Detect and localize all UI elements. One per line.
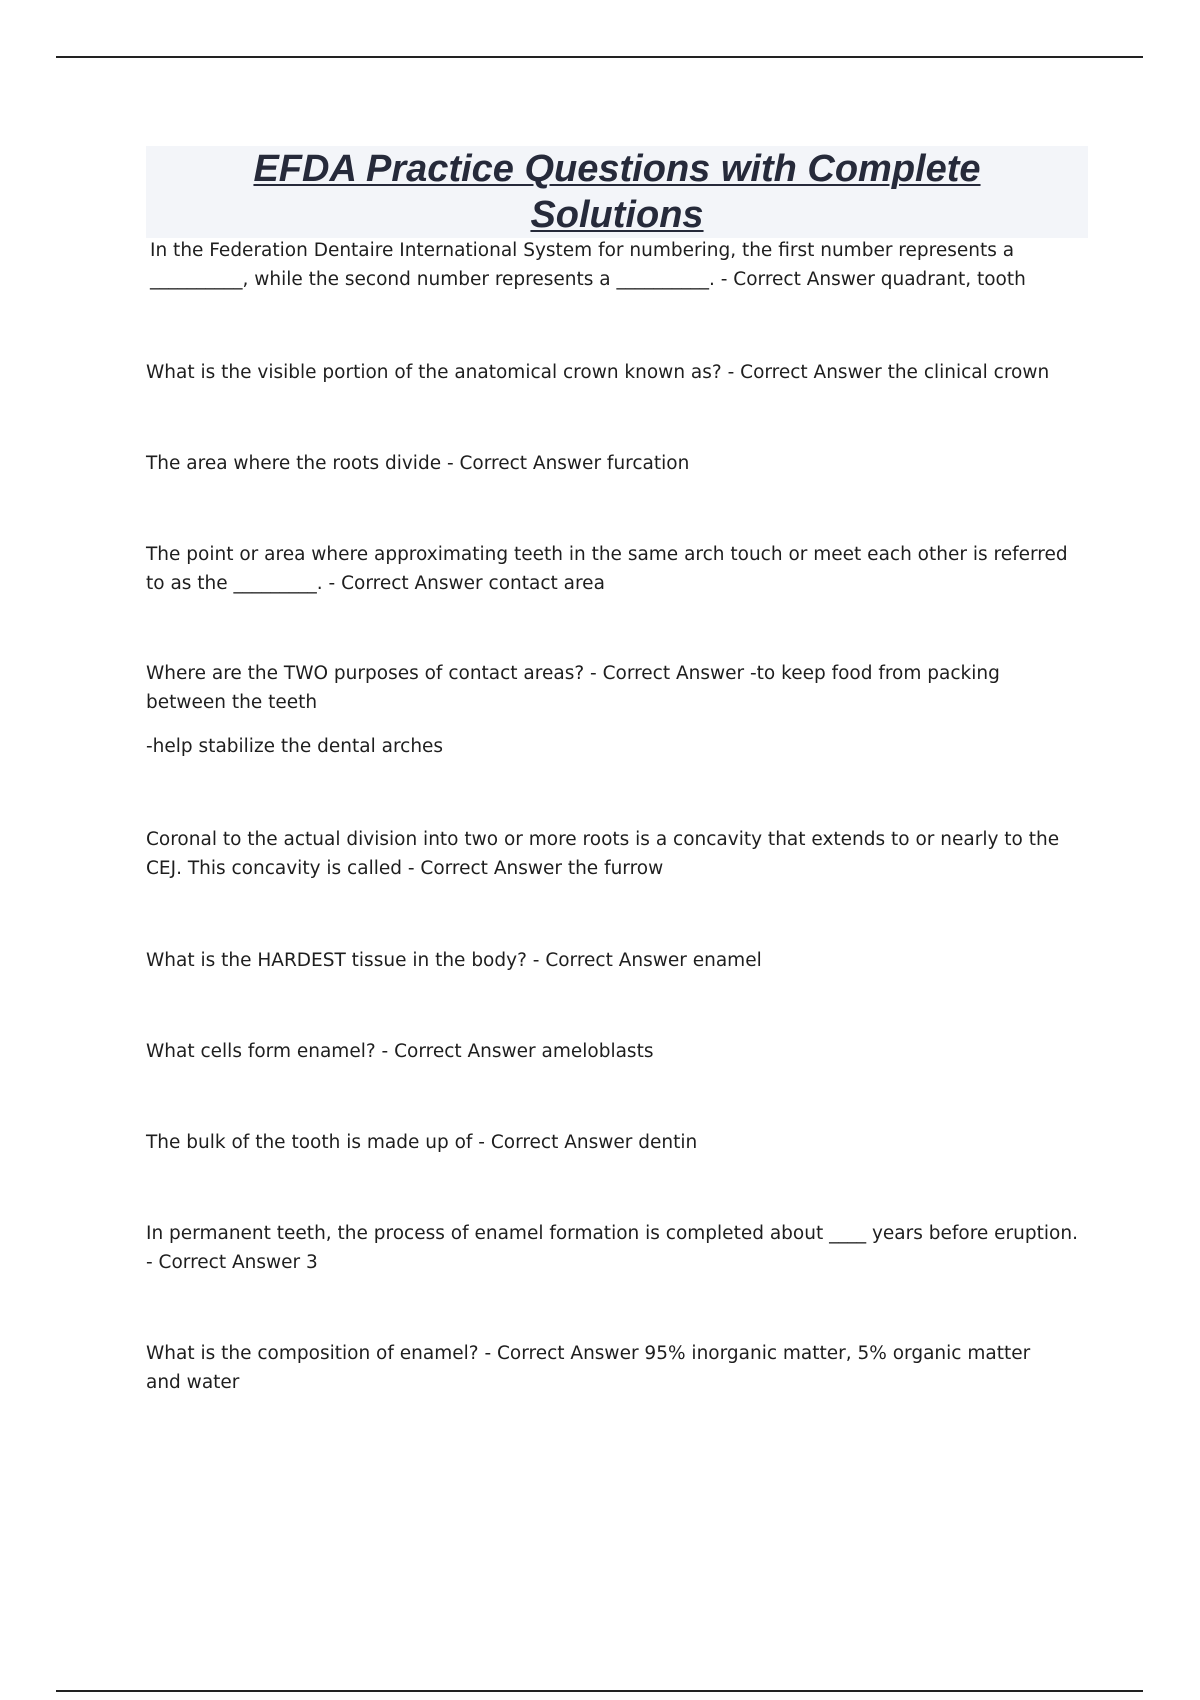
qa-text: -help stabilize the dental arches [146, 736, 444, 757]
qa-text: What cells form enamel? - Correct Answer ameloblasts [146, 1041, 654, 1062]
qa-text: What is the composition of enamel? - Correct Answer 95% inorganic matter, 5% organic matter and water [146, 1343, 1031, 1393]
qa-text: In permanent teeth, the process of enamel formation is completed about ____ years before eruption. - Correct Answer 3 [146, 1223, 1078, 1273]
qa-text: In the Federation Dentaire International System for numbering, the first number represents a __________, while the second number represents a __________. - Correct Answer quadrant, tooth [150, 240, 1026, 290]
qa-text: What is the visible portion of the anatomical crown known as? - Correct Answer the clinical crown [146, 362, 1050, 383]
qa-text: What is the HARDEST tissue in the body? - Correct Answer enamel [146, 950, 762, 971]
qa-item [146, 659, 1081, 761]
qa-text: The point or area where approximating teeth in the same arch touch or meet each other is referred to as the _________. - Correct Answer contact area [146, 544, 1068, 594]
qa-text: The area where the roots divide - Correct Answer furcation [146, 453, 690, 474]
qa-item [146, 449, 1096, 478]
qa-item [146, 540, 1081, 598]
footer-rule [56, 1690, 1143, 1692]
qa-item [146, 825, 1096, 883]
qa-item [146, 1128, 1096, 1157]
header-rule [56, 56, 1143, 58]
qa-item [146, 236, 1050, 294]
qa-text: Where are the TWO purposes of contact areas? - Correct Answer -to keep food from packing between the teeth [146, 663, 1000, 713]
qa-item [146, 1339, 1056, 1397]
qa-item [146, 1037, 1096, 1066]
qa-text: Coronal to the actual division into two or more roots is a concavity that extends to or nearly to the CEJ. This concavity is called - Correct Answer the furrow [146, 829, 1060, 879]
qa-item [146, 946, 1096, 975]
page-title: EFDA Practice Questions with Complete Solutions [253, 148, 981, 236]
title-banner [146, 146, 1088, 238]
qa-item [146, 1219, 1081, 1277]
qa-text: The bulk of the tooth is made up of - Correct Answer dentin [146, 1132, 698, 1153]
qa-item [146, 358, 1096, 387]
